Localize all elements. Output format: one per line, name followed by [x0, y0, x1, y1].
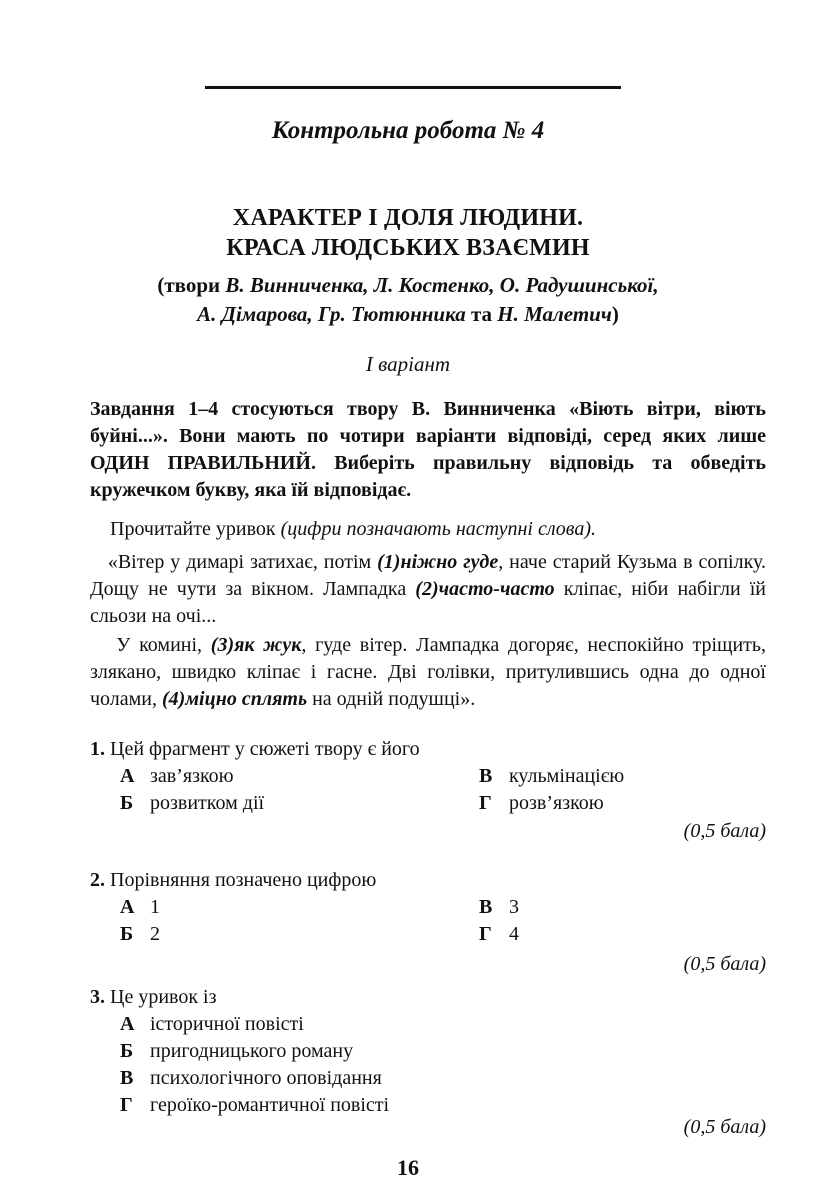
reading-intro-text: Прочитайте уривок — [110, 518, 281, 540]
excerpt-text: на одній подушці». — [307, 688, 476, 710]
option-letter: В — [479, 765, 493, 787]
option-text: героїко-романтичної повісті — [150, 1094, 390, 1116]
excerpt-text: , наче старий Кузьма в сопілку. Дощу не чути за вікном. Лампадка — [90, 551, 767, 600]
excerpt-marked-2: (2)часто-часто — [415, 578, 555, 600]
option-v[interactable] — [120, 1065, 382, 1092]
option-text: зав’язкою — [150, 765, 234, 787]
question-2-options — [90, 894, 770, 948]
question-2 — [90, 867, 770, 948]
variant-label: І варіант — [365, 352, 451, 376]
topic-heading — [0, 203, 816, 263]
question-3-score: (0,5 бала) — [683, 1116, 766, 1138]
reading-intro-note: (цифри позначають наступні слова). — [280, 518, 596, 540]
question-3-options — [90, 1011, 770, 1119]
option-a[interactable] — [120, 1011, 304, 1038]
question-number: 1. — [90, 738, 105, 760]
topic-line-2: КРАСА ЛЮДСЬКИХ ВЗАЄМИН — [226, 235, 590, 261]
authors-list-1: В. Винниченка, Л. Костенко, О. Радушинської, — [225, 273, 659, 297]
question-1 — [90, 736, 770, 817]
option-letter: Г — [120, 1094, 133, 1116]
option-text: кульмінацією — [509, 765, 625, 787]
option-b[interactable] — [120, 921, 160, 948]
question-2-score: (0,5 бала) — [683, 953, 766, 975]
option-b[interactable] — [120, 790, 264, 817]
option-v[interactable] — [479, 894, 519, 921]
option-text: історичної повісті — [150, 1013, 304, 1035]
option-a[interactable] — [120, 763, 234, 790]
excerpt-text: «Вітер у димарі затихає, потім — [107, 551, 378, 573]
option-letter: В — [120, 1067, 134, 1089]
authors-conj: та — [465, 302, 498, 326]
authors-line-2 — [60, 300, 756, 329]
authors-note — [60, 271, 756, 329]
excerpt-text: кліпає, ніби набігли їй сльози на очі... — [90, 578, 766, 627]
excerpt-marked-1: (1)ніжно гуде — [377, 551, 499, 573]
option-text: розв’язкою — [509, 792, 604, 814]
authors-line-1 — [60, 271, 756, 300]
excerpt-text: У комині, — [116, 634, 211, 656]
option-letter: В — [479, 896, 493, 918]
option-letter: А — [120, 765, 135, 787]
option-letter: А — [120, 896, 135, 918]
option-h[interactable] — [120, 1092, 389, 1119]
authors-prefix: (твори — [157, 273, 226, 297]
option-h[interactable] — [479, 790, 604, 817]
top-rule — [205, 86, 621, 89]
question-number: 2. — [90, 869, 105, 891]
question-1-stem — [90, 736, 770, 763]
authors-close: ) — [611, 302, 619, 326]
excerpt-marked-3: (3)як жук — [210, 634, 302, 656]
option-text: пригодницького роману — [150, 1040, 354, 1062]
option-letter: Б — [120, 923, 134, 945]
question-number: 3. — [90, 986, 105, 1008]
excerpt-text: , гуде вітер. Лампадка догоряє, неспокійно тріщить, злякано, швидко кліпає і гасне. Дві голівки, притулившись одна до одної чолами, — [90, 634, 767, 710]
task-instructions: Завдання 1–4 стосуються твору В. Винниченка «Віють вітри, віють буйні...». Вони мають по чотири варіанти відповіді, серед яких лише ОДИН ПРАВИЛЬНИЙ. Виберіть правильну відповідь та обведіть кружечком букву, яка їй відповідає. — [90, 398, 766, 501]
excerpt-paragraph-2 — [90, 632, 766, 713]
authors-list-2: А. Дімарова, Гр. Тютюнника — [197, 302, 466, 326]
option-a[interactable] — [120, 894, 160, 921]
control-work-title: Контрольна робота № 4 — [271, 117, 545, 144]
excerpt-marked-4: (4)міцно сплять — [162, 688, 308, 710]
question-3-stem — [90, 984, 770, 1011]
option-b[interactable] — [120, 1038, 353, 1065]
option-letter: А — [120, 1013, 135, 1035]
excerpt-paragraph-1 — [90, 549, 766, 630]
option-v[interactable] — [479, 763, 624, 790]
question-text: Це уривок із — [105, 986, 217, 1008]
option-text: психологічного оповідання — [150, 1067, 382, 1089]
option-text: 2 — [150, 923, 160, 945]
question-1-score: (0,5 бала) — [683, 820, 766, 842]
option-letter: Б — [120, 792, 134, 814]
option-h[interactable] — [479, 921, 519, 948]
authors-list-3: Н. Малетич — [497, 302, 612, 326]
option-text: 4 — [509, 923, 519, 945]
question-text: Порівняння позначено цифрою — [105, 869, 377, 891]
question-text: Цей фрагмент у сюжеті твору є його — [105, 738, 420, 760]
option-text: 1 — [150, 896, 160, 918]
reading-intro — [90, 516, 766, 543]
option-letter: Г — [479, 923, 492, 945]
topic-line-1: ХАРАКТЕР І ДОЛЯ ЛЮДИНИ. — [232, 205, 584, 231]
question-2-stem — [90, 867, 770, 894]
option-letter: Б — [120, 1040, 134, 1062]
question-3 — [90, 984, 770, 1119]
question-1-options — [90, 763, 770, 817]
option-text: 3 — [509, 896, 519, 918]
option-letter: Г — [479, 792, 492, 814]
option-text: розвитком дії — [150, 792, 265, 814]
page-number: 16 — [397, 1155, 419, 1180]
